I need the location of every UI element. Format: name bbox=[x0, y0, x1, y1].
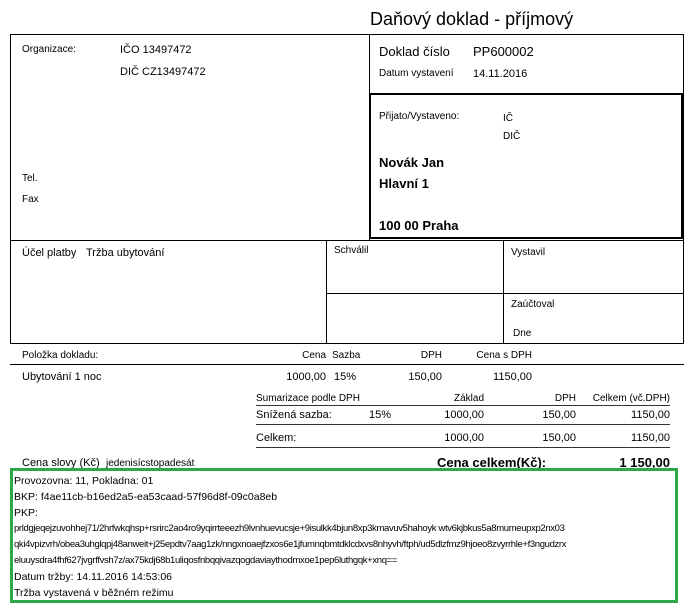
grand-total-label: Cena celkem(Kč): bbox=[437, 455, 547, 470]
eet-line-8: Tržba vystavená v běžném režimu bbox=[14, 587, 174, 599]
receiver-label: Přijato/Vystaveno: bbox=[379, 111, 460, 122]
issued-label: Vystavil bbox=[511, 247, 546, 258]
receiver-name: Novák Jan bbox=[379, 155, 445, 170]
document-title: Daňový doklad - příjmový bbox=[370, 9, 574, 29]
doc-date: 14.11.2016 bbox=[473, 68, 528, 80]
reduced-label: Snížená sazba: bbox=[256, 409, 332, 421]
reduced-vat: 150,00 bbox=[542, 409, 576, 421]
reduced-base: 1000,00 bbox=[444, 409, 484, 421]
summary-total-label: Celkem: bbox=[256, 432, 297, 444]
purpose-mid-line bbox=[326, 293, 684, 294]
doc-date-label: Datum vystavení bbox=[379, 68, 454, 79]
receiver-street: Hlavní 1 bbox=[379, 176, 429, 191]
summary-total-base: 1000,00 bbox=[444, 432, 484, 444]
day-label: Dne bbox=[513, 328, 532, 339]
summary-bottom-line bbox=[256, 447, 670, 448]
eet-line-5: qki4vpizvrh/obea3uhglqpj48anweit+j25epdtv7aag1zk/nngxnoaejfzxos6e1jfumnqbmtdklcdxvs8nhyvh/ftph/ud5dlzfmz9hjoeo8zvyrrhle+f3ngudzrx bbox=[14, 539, 567, 550]
item-row-vat: 150,00 bbox=[408, 371, 442, 383]
purpose-split-1 bbox=[326, 240, 327, 344]
purpose-label: Účel platby bbox=[22, 247, 77, 259]
words-label: Cena slovy (Kč) bbox=[22, 457, 100, 469]
organization-label: Organizace: bbox=[22, 44, 76, 55]
purpose-split-2 bbox=[503, 240, 504, 344]
purpose-top-line bbox=[10, 240, 684, 241]
issuer-dic: DIČ CZ13497472 bbox=[120, 66, 206, 78]
eet-line-6: eluuysdra4fhf627jvgrffvsh7z/ax75kdj68b1uliqosfnbqqivazqogdaviaythodmxoe1pep6luthgqk+xnq== bbox=[14, 555, 398, 566]
eet-line-4: prldgjeqejzuvohhej71/2hrfwkqhsp+rsrirc2ao4ro9yqirrteeezh9lvnhuevucsje+9isulkk4bjun8xp3kmavuv5hahoyk wtv6kjbkus5a8mumeupxp2nx03 bbox=[14, 523, 565, 534]
eet-line-3: PKP: bbox=[14, 507, 38, 519]
frame-right bbox=[683, 34, 684, 344]
grand-total-value: 1 150,00 bbox=[619, 455, 670, 470]
words-value: jedenisícstopadesát bbox=[106, 458, 195, 469]
summary-total-total: 1150,00 bbox=[631, 432, 670, 444]
summary-total-vat: 150,00 bbox=[542, 432, 576, 444]
tel-label: Tel. bbox=[22, 173, 38, 184]
items-header-total: Cena s DPH bbox=[476, 350, 532, 361]
eet-line-7: Datum tržby: 14.11.2016 14:53:06 bbox=[14, 571, 172, 583]
items-header-line bbox=[10, 364, 684, 365]
eet-line-2: BKP: f4ae11cb-b16ed2a5-ea53caad-57f96d8f-09c0a8eb bbox=[14, 491, 278, 503]
receiver-city: 100 00 Praha bbox=[379, 218, 459, 233]
item-row-total: 1150,00 bbox=[493, 371, 532, 383]
frame-top bbox=[10, 34, 684, 35]
items-header-vat: DPH bbox=[420, 350, 442, 361]
summary-header-base: Základ bbox=[453, 393, 484, 404]
item-row-rate: 15% bbox=[334, 371, 357, 383]
frame-left bbox=[10, 34, 11, 344]
doc-number-label: Doklad číslo bbox=[379, 44, 450, 59]
receiver-dic-label: DIČ bbox=[503, 131, 521, 142]
frame-bottom bbox=[10, 343, 684, 344]
items-header-price: Cena bbox=[302, 350, 326, 361]
eet-line-1: Provozovna: 11, Pokladna: 01 bbox=[14, 475, 154, 487]
item-row-price: 1000,00 bbox=[286, 371, 326, 383]
issuer-ico: IČO 13497472 bbox=[120, 44, 192, 56]
fax-label: Fax bbox=[22, 194, 39, 205]
reduced-total: 1150,00 bbox=[631, 409, 670, 421]
summary-header-line bbox=[256, 405, 670, 406]
summary-header-label: Sumarizace podle DPH bbox=[256, 393, 360, 404]
doc-number: PP600002 bbox=[473, 44, 534, 59]
reduced-rate: 15% bbox=[369, 409, 392, 421]
summary-mid-line bbox=[256, 424, 670, 425]
items-header-name: Položka dokladu: bbox=[22, 350, 99, 361]
approved-label: Schválil bbox=[334, 245, 369, 256]
items-header-rate: Sazba bbox=[332, 350, 361, 361]
item-row-name: Ubytování 1 noc bbox=[22, 371, 102, 383]
summary-header-total: Celkem (vč.DPH) bbox=[592, 393, 670, 404]
booked-label: Zaúčtoval bbox=[511, 299, 555, 310]
receiver-ic-label: IČ bbox=[503, 113, 513, 124]
purpose-value: Tržba ubytování bbox=[86, 247, 165, 259]
summary-header-vat: DPH bbox=[554, 393, 576, 404]
